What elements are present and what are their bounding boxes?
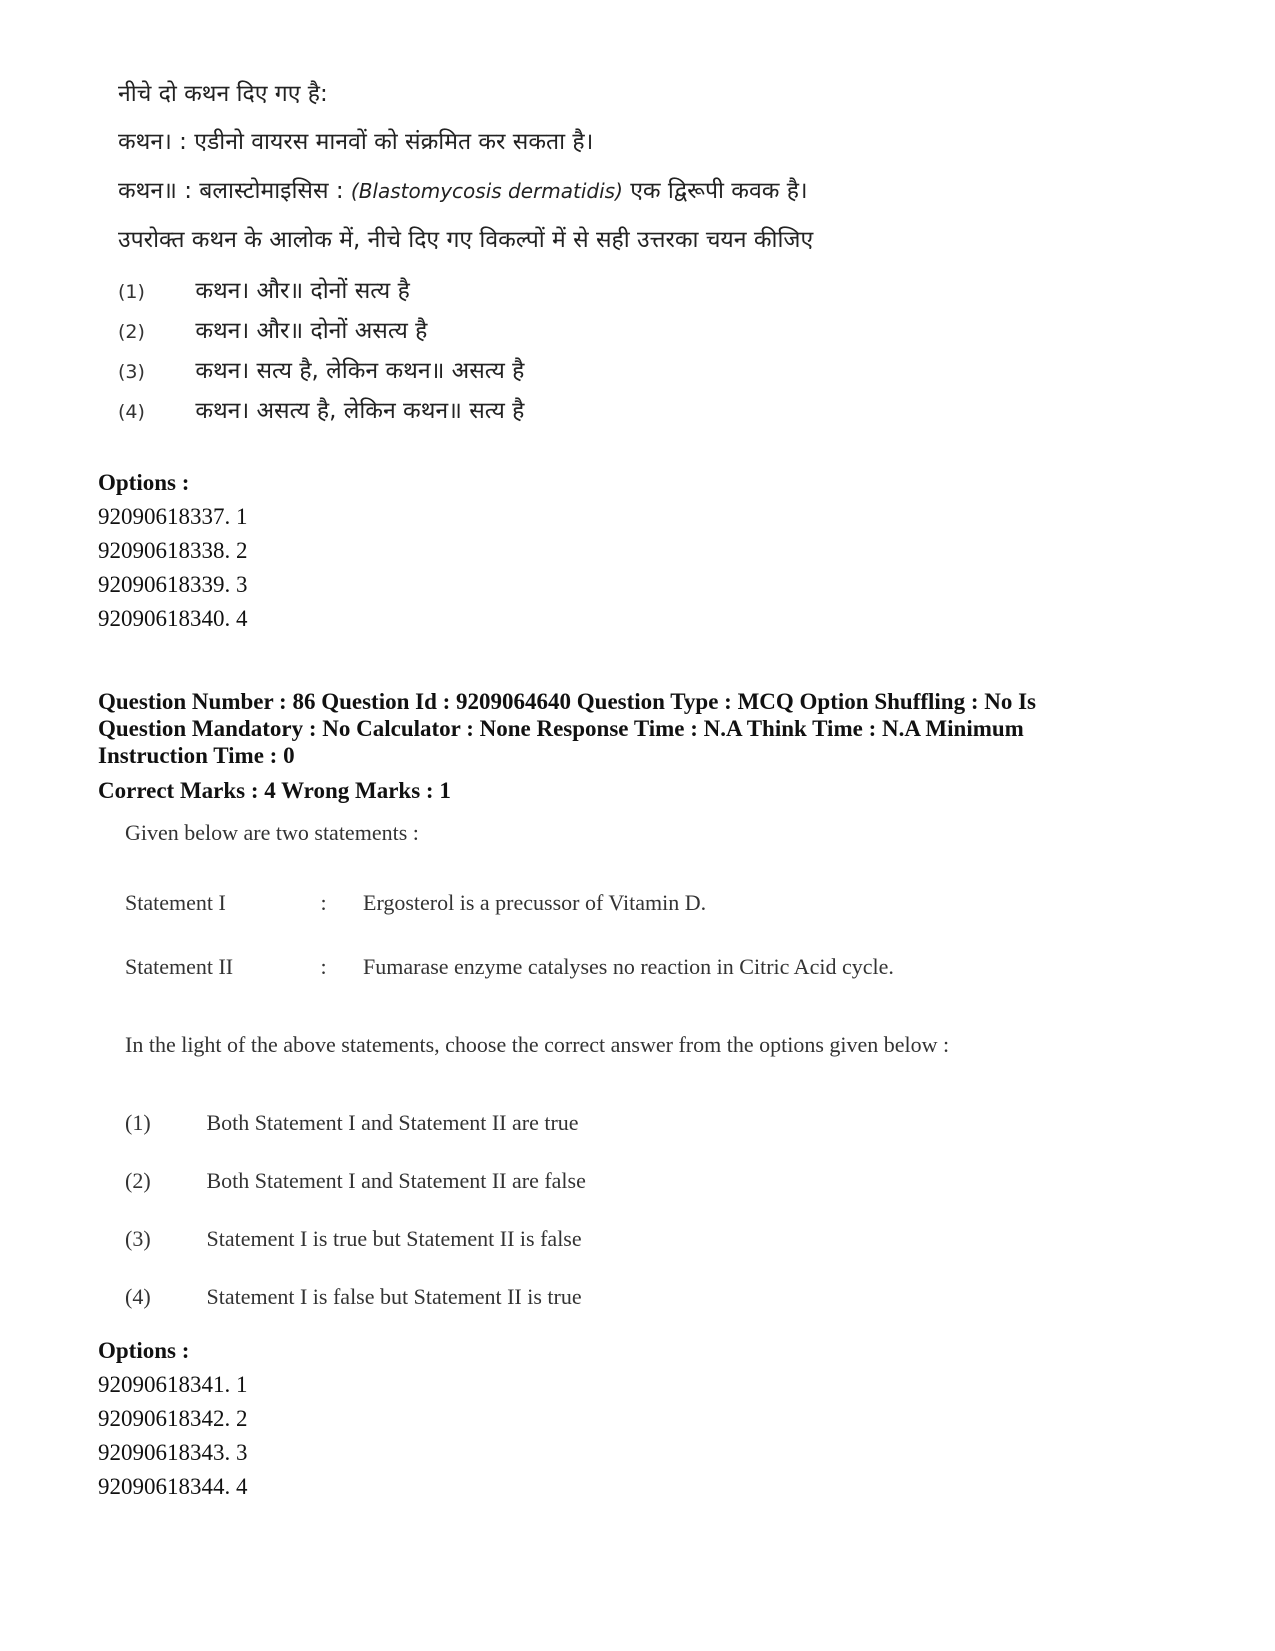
question-meta — [98, 688, 1198, 769]
hindi-statement-2-suffix: एक द्विरूपी कवक है। — [630, 178, 808, 204]
english-option — [125, 1226, 582, 1252]
hindi-option-text: कथन। सत्य है, लेकिन कथन॥ असत्य है — [195, 358, 525, 384]
question-meta-line: Question Number : 86 Question Id : 9209064640 Question Type : MCQ Option Shuffling : No Is — [98, 689, 1037, 714]
english-option-number: (2) — [125, 1168, 151, 1193]
option-item: 92090618342. 2 — [98, 1406, 248, 1431]
option-item: 92090618344. 4 — [98, 1474, 248, 1499]
statement-text: Fumarase enzyme catalyses no reaction in Citric Acid cycle. — [363, 954, 894, 979]
hindi-statement-2-label: कथन॥ : — [118, 178, 192, 204]
question-meta-line: Question Mandatory : No Calculator : None Response Time : N.A Think Time : N.A Minimum — [98, 716, 1024, 741]
hindi-option — [118, 353, 524, 385]
hindi-option-text: कथन। और॥ दोनों असत्य है — [195, 318, 428, 344]
english-option-number: (4) — [125, 1284, 151, 1309]
english-option-text: Statement I is true but Statement II is false — [206, 1226, 582, 1251]
statement-colon: : — [320, 954, 327, 979]
hindi-option — [118, 273, 410, 305]
statement-row — [125, 890, 706, 916]
statement-label: Statement II — [125, 954, 234, 979]
english-option-text: Both Statement I and Statement II are false — [206, 1168, 586, 1193]
hindi-statement-2-prefix: बलास्टोमाइसिस : — [199, 178, 344, 204]
hindi-option-number: (1) — [118, 281, 145, 303]
options-heading: Options : — [98, 470, 190, 495]
hindi-option-number: (4) — [118, 401, 145, 423]
hindi-statement-2-italic: (Blastomycosis dermatidis) — [350, 179, 623, 203]
hindi-statement-1 — [118, 124, 593, 156]
question-marks: Correct Marks : 4 Wrong Marks : 1 — [98, 778, 451, 803]
english-option-number: (1) — [125, 1110, 151, 1135]
hindi-option — [118, 313, 427, 345]
option-item: 92090618338. 2 — [98, 538, 248, 563]
options-heading: Options : — [98, 1338, 190, 1363]
option-item: 92090618339. 3 — [98, 572, 248, 597]
option-item: 92090618343. 3 — [98, 1440, 248, 1465]
english-option-text: Statement I is false but Statement II is true — [206, 1284, 582, 1309]
english-option — [125, 1168, 586, 1194]
hindi-intro: नीचे दो कथन दिए गए है: — [118, 81, 328, 107]
english-instruction: In the light of the above statements, choose the correct answer from the options given below : — [125, 1032, 950, 1057]
english-intro: Given below are two statements : — [125, 820, 419, 845]
english-option — [125, 1110, 579, 1136]
english-option-text: Both Statement I and Statement II are true — [206, 1110, 579, 1135]
english-option-number: (3) — [125, 1226, 151, 1251]
statement-text: Ergosterol is a precussor of Vitamin D. — [363, 890, 707, 915]
statement-row — [125, 954, 894, 980]
question-meta-line: Instruction Time : 0 — [98, 743, 295, 768]
option-item: 92090618341. 1 — [98, 1372, 248, 1397]
statement-label: Statement I — [125, 890, 226, 915]
hindi-option — [118, 393, 524, 425]
hindi-option-number: (3) — [118, 361, 145, 383]
hindi-option-number: (2) — [118, 321, 145, 343]
hindi-option-text: कथन। असत्य है, लेकिन कथन॥ सत्य है — [195, 398, 525, 424]
hindi-statement-1-text: एडीनो वायरस मानवों को संक्रमित कर सकता है। — [194, 129, 594, 155]
english-option — [125, 1284, 582, 1310]
option-item: 92090618337. 1 — [98, 504, 248, 529]
option-item: 92090618340. 4 — [98, 606, 248, 631]
hindi-statement-2 — [118, 173, 808, 205]
hindi-statement-1-label: कथन। : — [118, 129, 187, 155]
hindi-instruction: उपरोक्त कथन के आलोक में, नीचे दिए गए विकल्पों में से सही उत्तरका चयन कीजिए — [118, 227, 814, 253]
statement-colon: : — [320, 890, 327, 915]
hindi-option-text: कथन। और॥ दोनों सत्य है — [195, 278, 410, 304]
